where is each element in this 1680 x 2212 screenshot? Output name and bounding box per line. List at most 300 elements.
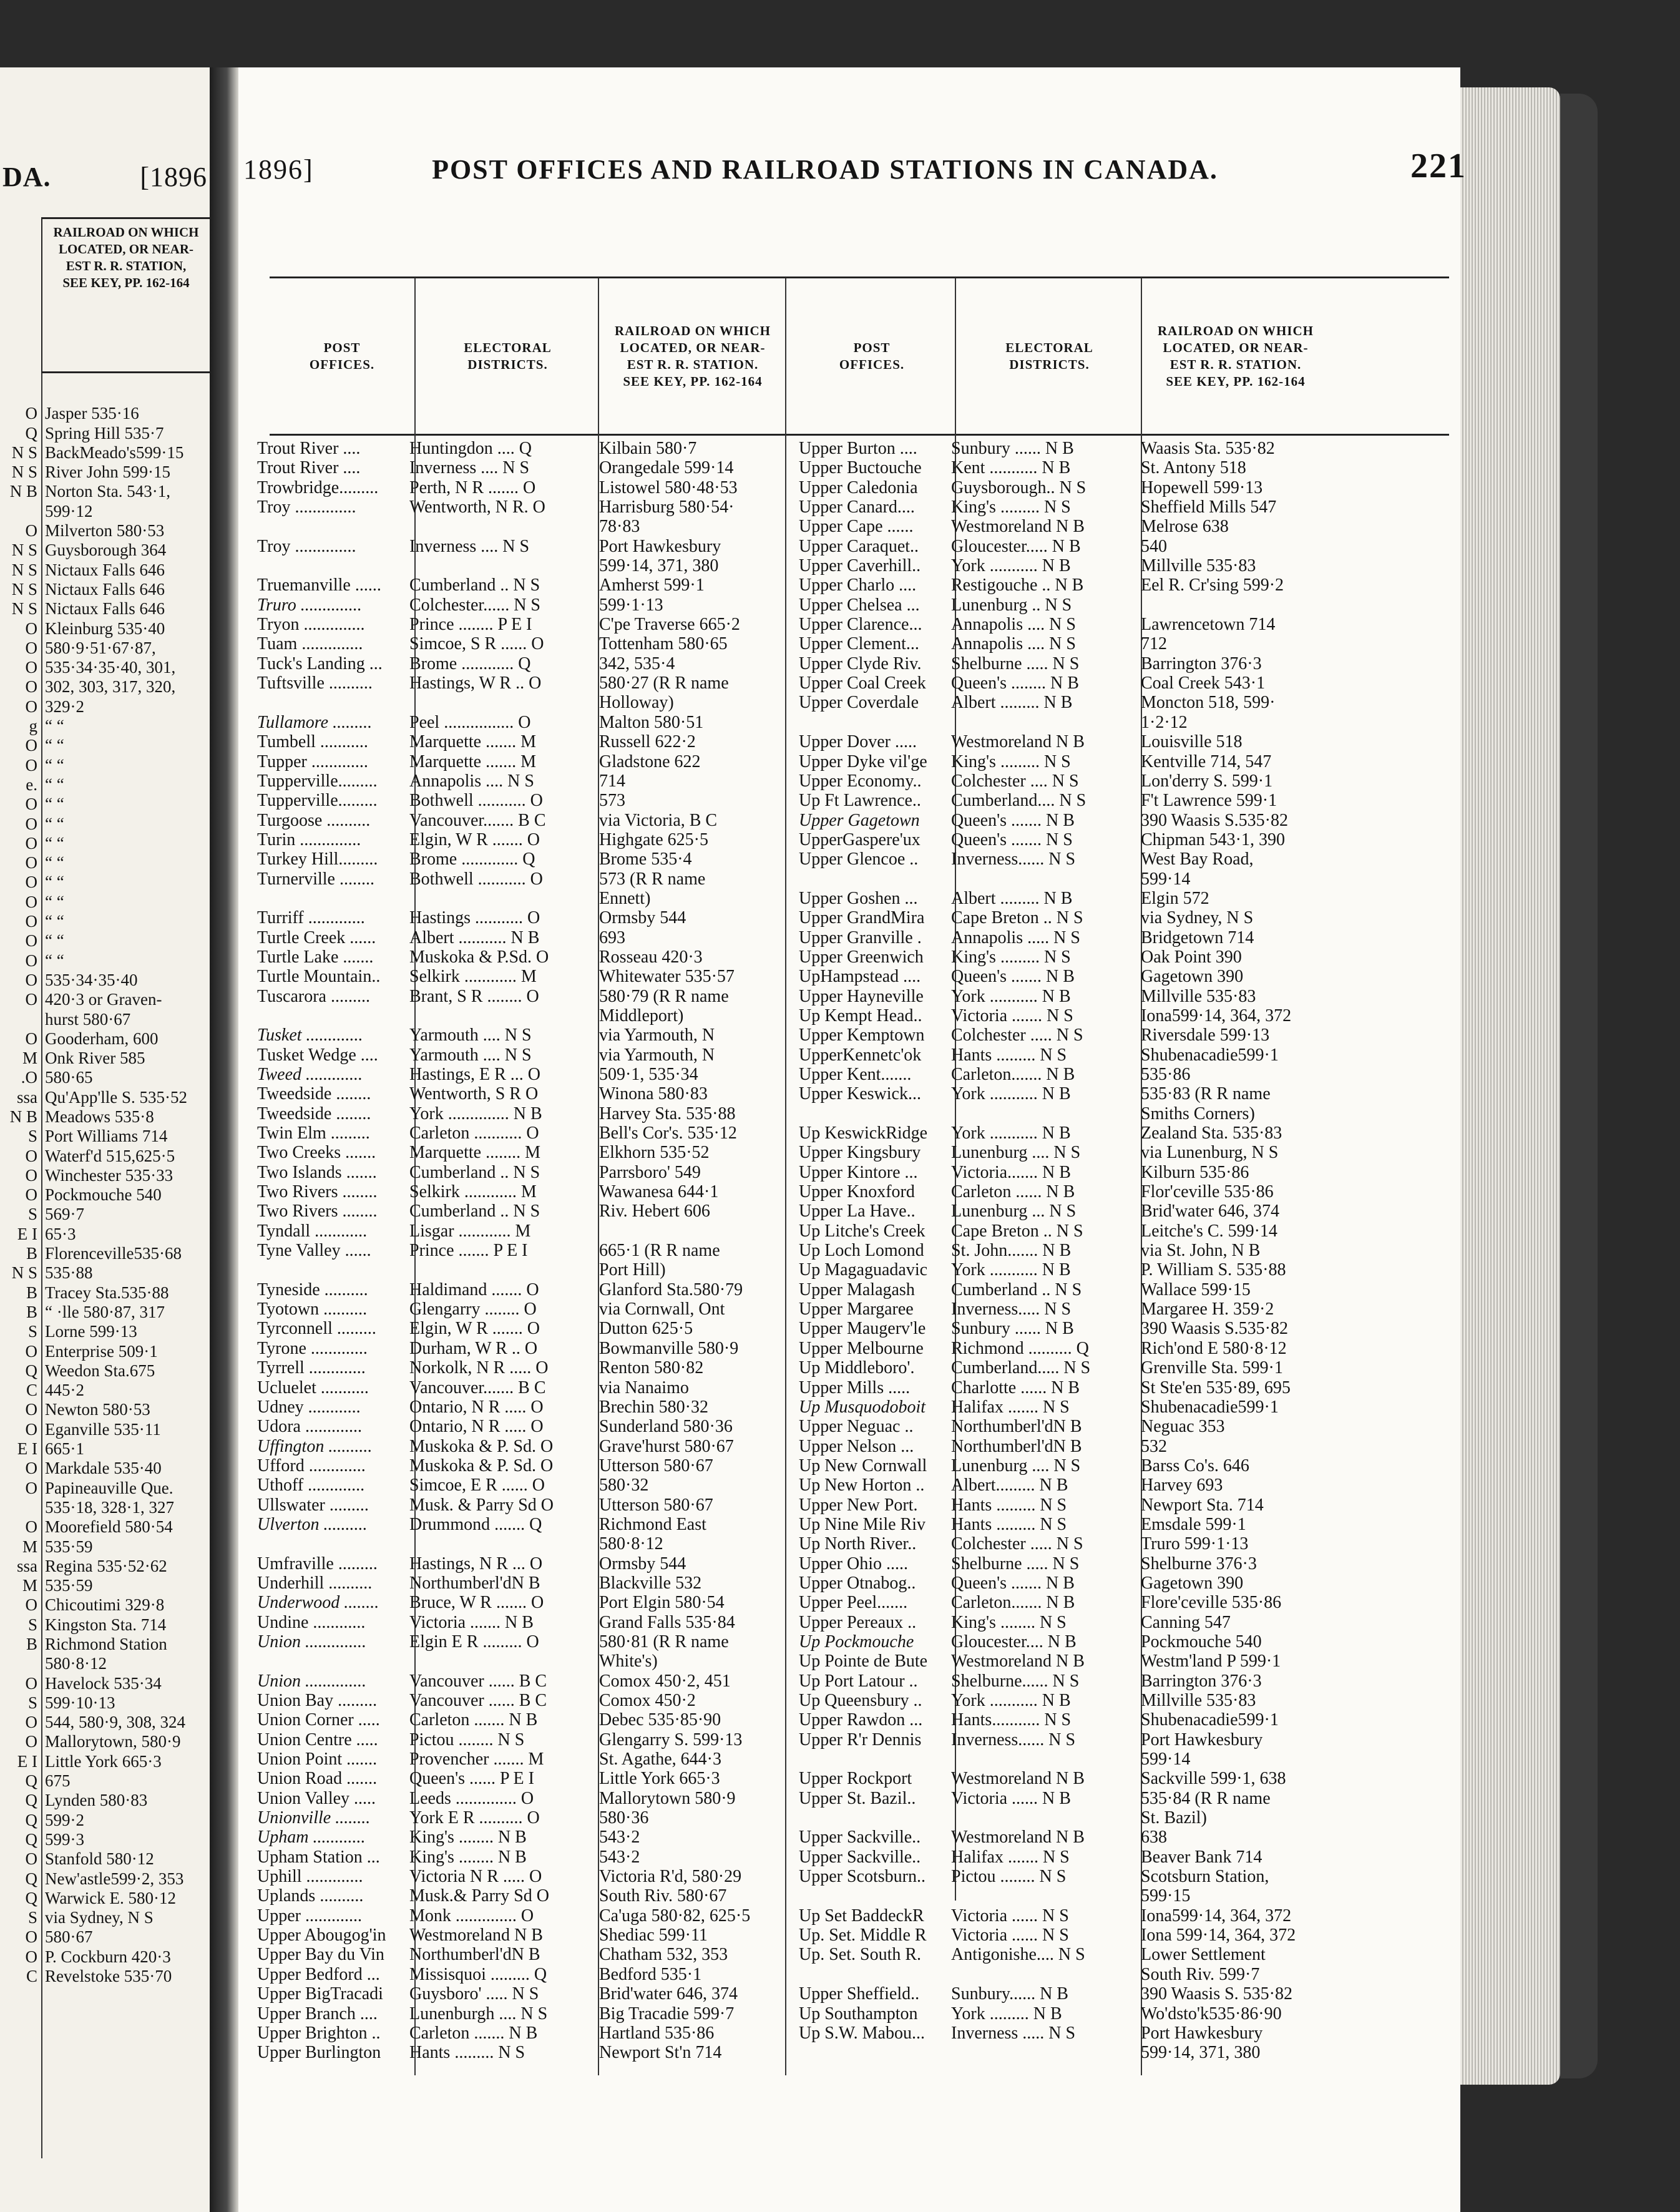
electoral-district-cell: Vancouver ...... B C — [409, 1691, 547, 1710]
left-railroad-cell: 675 — [45, 1771, 71, 1791]
table-row — [799, 1143, 1448, 1162]
left-electoral-fragment: M — [22, 1576, 37, 1595]
left-page-row — [0, 756, 210, 775]
table-row — [799, 811, 1448, 830]
left-electoral-fragment: B — [26, 1635, 37, 1653]
table-row — [799, 1260, 1448, 1280]
railroad-station-cell: 693 — [599, 927, 625, 947]
electoral-district-cell: Kent ........... N B — [951, 458, 1071, 478]
railroad-station-cell: 78·83 — [599, 517, 640, 537]
post-office-cell: Tyne Valley ...... — [257, 1241, 371, 1261]
table-row — [799, 517, 1448, 536]
electoral-district-cell: Colchester ..... N S — [951, 1534, 1083, 1554]
left-page-row — [0, 1342, 210, 1361]
electoral-district-cell: Cumberland .. N S — [409, 575, 540, 595]
left-railroad-cell: “ “ — [45, 833, 64, 853]
table-row — [799, 1593, 1448, 1612]
table-row — [257, 1045, 788, 1065]
railroad-station-cell: Gladstone 622 — [599, 751, 701, 771]
post-office-cell: Upper Charlo .... — [799, 575, 917, 595]
railroad-station-cell: Iona 599·14, 364, 372 — [1141, 1926, 1296, 1945]
table-row — [799, 1671, 1448, 1691]
railroad-station-cell: 342, 535·4 — [599, 653, 675, 673]
railroad-station-cell: Sackville 599·1, 638 — [1141, 1769, 1286, 1789]
left-head-year: [1896 — [140, 162, 207, 192]
table-row — [799, 556, 1448, 575]
railroad-station-cell: via Yarmouth, N — [599, 1025, 715, 1045]
electoral-district-cell: Guysborough.. N S — [951, 477, 1087, 497]
electoral-district-cell: Bruce, W R ....... O — [409, 1593, 544, 1613]
post-office-cell: Ullswater ......... — [257, 1495, 369, 1515]
electoral-district-cell: Richmond .......... Q — [951, 1338, 1089, 1358]
post-office-cell: Upper Rockport — [799, 1769, 912, 1789]
electoral-district-cell: Queen's ....... N B — [951, 1573, 1075, 1593]
post-office-cell: Union Corner ..... — [257, 1710, 380, 1730]
table-row — [257, 1123, 788, 1143]
railroad-station-cell: Parrsboro' 549 — [599, 1162, 701, 1182]
post-office-cell: Up Magaguadavic — [799, 1260, 928, 1280]
electoral-district-cell: Inverness...... N S — [951, 849, 1076, 869]
left-page-row — [0, 873, 210, 892]
electoral-district-cell: Hants........... N S — [951, 1710, 1072, 1730]
electoral-district-cell: Vancouver....... B C — [409, 810, 546, 830]
post-office-cell: UpHampstead .... — [799, 967, 921, 987]
railroad-station-cell: 535·84 (R R name — [1141, 1788, 1271, 1808]
railroad-station-cell: 540 — [1141, 536, 1167, 556]
railroad-station-cell: Shubenacadie599·1 — [1141, 1710, 1279, 1730]
electoral-district-cell: Hastings ........... O — [409, 908, 540, 928]
table-row — [799, 1319, 1448, 1338]
electoral-district-cell: Colchester ..... N S — [951, 1025, 1083, 1045]
left-electoral-fragment: Q — [25, 1829, 37, 1849]
table-row — [257, 478, 788, 497]
electoral-district-cell: Queen's ....... N B — [951, 967, 1075, 987]
left-page-row — [0, 697, 210, 717]
railroad-station-cell: 580·27 (R R name — [599, 673, 729, 693]
header-line: ELECTORAL — [464, 340, 552, 355]
railroad-station-cell: 535·83 (R R name — [1141, 1084, 1271, 1104]
electoral-district-cell: Gloucester.... N B — [951, 1632, 1077, 1652]
left-page-row — [0, 1185, 210, 1205]
railroad-station-cell: 1·2·12 — [1141, 712, 1188, 732]
table-row — [257, 1104, 788, 1123]
table-row — [799, 849, 1448, 869]
railroad-station-cell: Victoria R'd, 580·29 — [599, 1867, 742, 1887]
post-office-cell: Up Litche's Creek — [799, 1221, 925, 1241]
post-office-cell: Upper Cape ...... — [799, 517, 914, 537]
header-line: RAILROAD ON WHICH — [53, 225, 199, 240]
post-office-cell: Up Southampton — [799, 2004, 918, 2024]
left-electoral-fragment: O — [25, 638, 37, 657]
left-electoral-fragment: N S — [11, 462, 37, 482]
table-row — [257, 1984, 788, 2004]
electoral-district-cell: Hants ......... N S — [951, 1514, 1067, 1534]
left-electoral-fragment: E I — [17, 1439, 37, 1459]
left-page-row — [0, 1713, 210, 1732]
railroad-station-cell: Truro 599·1·13 — [1141, 1534, 1249, 1554]
left-electoral-fragment: O — [25, 1400, 37, 1419]
left-railroad-cell: “ “ — [45, 873, 64, 892]
post-office-cell: Turnerville ........ — [257, 869, 374, 889]
railroad-station-cell: via Cornwall, Ont — [599, 1299, 725, 1319]
railroad-station-cell: Port Hill) — [599, 1260, 666, 1280]
post-office-cell: Two Rivers ........ — [257, 1182, 378, 1202]
left-railroad-cell: Jasper 535·16 — [45, 404, 139, 423]
header-line: POST — [853, 340, 891, 355]
left-railroad-cell: 599·10·13 — [45, 1693, 115, 1712]
railroad-station-cell: 599·15 — [1141, 1886, 1191, 1906]
post-office-cell: Uffington .......... — [257, 1436, 373, 1456]
railroad-station-cell: Dutton 625·5 — [599, 1319, 693, 1339]
left-railroad-cell: 599·3 — [45, 1829, 84, 1849]
table-row — [257, 2043, 788, 2062]
colhead-text — [464, 340, 552, 373]
left-electoral-fragment: N S — [11, 599, 37, 619]
table-row — [257, 1280, 788, 1299]
electoral-district-cell: Elgin, W R ....... O — [409, 1319, 540, 1339]
railroad-station-cell: Glengarry S. 599·13 — [599, 1730, 743, 1750]
table-row — [799, 654, 1448, 673]
table-row — [799, 1652, 1448, 1671]
railroad-station-cell: C'pe Traverse 665·2 — [599, 615, 740, 635]
left-electoral-fragment: O — [25, 1595, 37, 1615]
post-office-cell: Up Pockmouche — [799, 1632, 914, 1652]
railroad-station-cell: Winona 580·83 — [599, 1084, 708, 1104]
left-page-row — [0, 893, 210, 912]
left-railroad-cell: 580·9·51·67·87, — [45, 638, 156, 657]
electoral-district-cell: Carleton ....... N B — [409, 2023, 538, 2043]
table-row — [257, 1456, 788, 1475]
left-railroad-cell: 580·67 — [45, 1927, 93, 1947]
left-electoral-fragment: Q — [25, 1810, 37, 1829]
railroad-station-cell: Debec 535·85·90 — [599, 1710, 721, 1730]
table-row — [257, 1828, 788, 1847]
post-office-cell: Upper BigTracadi — [257, 1984, 383, 2004]
electoral-district-cell: Ontario, N R ..... O — [409, 1397, 544, 1417]
post-office-cell: Ufford ............. — [257, 1456, 366, 1475]
electoral-district-cell: Vancouver....... B C — [409, 1378, 546, 1397]
table-row — [257, 556, 788, 575]
left-page-row — [0, 1947, 210, 1967]
electoral-district-cell: Muskoka & P. Sd. O — [409, 1436, 554, 1456]
post-office-cell: Upper Peel....... — [799, 1593, 908, 1613]
left-page-row — [0, 775, 210, 795]
electoral-district-cell: Marquette ........ M — [409, 1143, 540, 1163]
railroad-station-cell: Lon'derry S. 599·1 — [1141, 771, 1273, 791]
railroad-station-cell: Wo'dsto'k535·86·90 — [1141, 2004, 1282, 2024]
electoral-district-cell: York E R .......... O — [409, 1808, 540, 1828]
left-electoral-fragment: C — [26, 1967, 37, 1986]
electoral-district-cell: King's ........ N B — [409, 1828, 527, 1847]
table-row — [257, 654, 788, 673]
left-electoral-fragment: O — [25, 931, 37, 951]
left-electoral-fragment: S — [27, 1908, 37, 1927]
post-office-cell: Upper Sheffield.. — [799, 1984, 920, 2004]
left-electoral-fragment: N S — [11, 560, 37, 579]
colhead-electoral-2 — [957, 281, 1141, 431]
post-office-cell: Ucluelet ........... — [257, 1378, 369, 1397]
table-row — [799, 1515, 1448, 1534]
electoral-district-cell: Haldimand ....... O — [409, 1280, 539, 1299]
left-railroad-cell: “ “ — [45, 892, 64, 911]
post-office-cell: Underwood ........ — [257, 1593, 379, 1613]
left-page-row — [0, 1849, 210, 1869]
left-railroad-cell: hurst 580·67 — [45, 1009, 131, 1029]
left-railroad-cell: Tracey Sta.535·88 — [45, 1283, 169, 1302]
post-office-cell: Upper ............. — [257, 1906, 362, 1926]
left-railroad-cell: Spring Hill 535·7 — [45, 423, 164, 443]
left-running-head — [0, 161, 210, 198]
header-line: LOCATED, OR NEAR- — [620, 340, 766, 355]
left-page-row — [0, 1400, 210, 1419]
left-electoral-fragment: M — [22, 1537, 37, 1556]
railroad-station-cell: Emsdale 599·1 — [1141, 1514, 1246, 1534]
electoral-district-cell: Hants ......... N S — [951, 1045, 1067, 1065]
left-railroad-cell: Stanfold 580·12 — [45, 1849, 154, 1869]
left-page-row — [0, 1166, 210, 1185]
railroad-station-cell: Ennett) — [599, 888, 651, 908]
left-electoral-fragment: O — [25, 755, 37, 775]
left-electoral-fragment: Q — [25, 1869, 37, 1888]
table-row — [799, 1965, 1448, 1984]
electoral-district-cell: Selkirk ............ M — [409, 1182, 537, 1202]
post-office-cell: Turtle Mountain.. — [257, 967, 381, 987]
electoral-district-cell: Wentworth, N R. O — [409, 497, 545, 517]
left-page-row — [0, 1615, 210, 1635]
left-railroad-cell: Richmond Station — [45, 1635, 167, 1653]
electoral-district-cell: Annapolis .... N S — [951, 615, 1076, 635]
left-railroad-cell: 535·18, 328·1, 327 — [45, 1497, 174, 1517]
railroad-station-cell: Amherst 599·1 — [599, 575, 705, 595]
electoral-district-cell: Halifax ....... N S — [951, 1397, 1070, 1417]
left-railroad-cell: “ “ — [45, 795, 64, 814]
railroad-station-cell: 599·1·13 — [599, 595, 663, 615]
electoral-district-cell: Hastings, E R ... O — [409, 1065, 540, 1084]
left-railroad-cell: 580·8·12 — [45, 1654, 107, 1673]
left-railroad-cell: Newton 580·53 — [45, 1400, 150, 1419]
left-electoral-fragment: ssa — [17, 1087, 37, 1107]
left-electoral-fragment: O — [25, 677, 37, 697]
left-electoral-fragment: E I — [17, 1751, 37, 1771]
left-half-rows — [257, 439, 788, 2063]
railroad-station-cell: Utterson 580·67 — [599, 1456, 713, 1475]
electoral-district-cell: Sunbury...... N B — [951, 1984, 1068, 2004]
table-row — [799, 439, 1448, 458]
post-office-cell: Uphill ............. — [257, 1867, 363, 1887]
post-office-cell: Turkey Hill......... — [257, 849, 378, 869]
table-row — [799, 575, 1448, 595]
table-row — [799, 752, 1448, 771]
railroad-station-cell: Iona599·14, 364, 372 — [1141, 1006, 1292, 1025]
electoral-district-cell: King's ......... N S — [951, 497, 1071, 517]
electoral-district-cell: York ........... N B — [951, 556, 1071, 576]
post-office-cell: Upper Clarence... — [799, 615, 922, 635]
directory-table — [251, 208, 1449, 2080]
electoral-district-cell: Glengarry ........ O — [409, 1299, 537, 1319]
left-page-row — [0, 1908, 210, 1927]
post-office-cell: Tyrconnell ......... — [257, 1319, 376, 1339]
left-electoral-fragment: B — [26, 1283, 37, 1302]
post-office-cell: UpperGaspere'ux — [799, 830, 921, 849]
electoral-district-cell: Cumberland..... N S — [951, 1358, 1091, 1378]
electoral-district-cell: Cape Breton .. N S — [951, 908, 1083, 928]
left-railroad-cell: “ “ — [45, 736, 64, 755]
left-page-row — [0, 1869, 210, 1889]
table-row — [257, 1710, 788, 1730]
left-electoral-fragment: O — [25, 795, 37, 814]
left-page-row — [0, 912, 210, 931]
railroad-station-cell: Moncton 518, 599· — [1141, 693, 1276, 713]
electoral-district-cell: Musk. & Parry Sd O — [409, 1495, 554, 1515]
left-railroad-cell: 420·3 or Graven- — [45, 990, 162, 1009]
colhead-electoral-1 — [416, 281, 600, 431]
left-electoral-fragment: Q — [25, 1361, 37, 1380]
left-railroad-cell: Moorefield 580·54 — [45, 1517, 173, 1537]
electoral-district-cell: York ........... N B — [951, 1260, 1071, 1280]
post-office-cell: Up North River.. — [799, 1534, 917, 1554]
post-office-cell: Upper Dover ..... — [799, 732, 917, 752]
table-row — [257, 1143, 788, 1162]
post-office-cell: Up Pointe de Bute — [799, 1652, 928, 1671]
post-office-cell: Upper Kingsbury — [799, 1143, 921, 1163]
railroad-station-cell: 390 Waasis S. 535·82 — [1141, 1984, 1293, 2004]
left-head-abbrev: DA. — [2, 162, 51, 192]
left-railroad-cell: River John 599·15 — [45, 462, 170, 482]
electoral-district-cell: Antigonishe.... N S — [951, 1945, 1085, 1965]
left-railroad-cell: Eganville 535·11 — [45, 1419, 161, 1439]
post-office-cell: Upper Otnabog.. — [799, 1573, 916, 1593]
railroad-station-cell: Shubenacadie599·1 — [1141, 1045, 1279, 1065]
railroad-station-cell: Russell 622·2 — [599, 732, 696, 752]
table-row — [799, 1163, 1448, 1182]
table-row — [257, 928, 788, 947]
table-row — [799, 1084, 1448, 1104]
post-office-cell: Up KeswickRidge — [799, 1123, 928, 1143]
left-electoral-fragment: O — [25, 697, 37, 716]
railroad-station-cell: via Sydney, N S — [1141, 908, 1254, 928]
post-office-cell: Truemanville ...... — [257, 575, 381, 595]
left-page-row — [0, 1263, 210, 1283]
electoral-district-cell: Guysboro' ..... N S — [409, 1984, 539, 2004]
electoral-district-cell: Carleton ........... O — [409, 1123, 539, 1143]
electoral-district-cell: York ........... N B — [951, 986, 1071, 1006]
left-railroad-cell: “ “ — [45, 814, 64, 833]
left-page-row — [0, 1049, 210, 1068]
post-office-cell: Tuscarora ......... — [257, 986, 370, 1006]
post-office-cell: Upper Brighton .. — [257, 2023, 381, 2043]
left-railroad-cell: Gooderham, 600 — [45, 1029, 159, 1048]
table-row — [799, 2024, 1448, 2043]
left-railroad-cell: Onk River 585 — [45, 1049, 145, 1068]
table-row — [257, 1750, 788, 1769]
left-page-row — [0, 1967, 210, 1986]
post-office-cell: Tyndall ............ — [257, 1221, 368, 1241]
left-railroad-cell: Markdale 535·40 — [45, 1459, 162, 1478]
post-office-cell: Up. Set. Middle R — [799, 1926, 927, 1945]
railroad-station-cell: St. Bazil) — [1141, 1808, 1207, 1828]
railroad-station-cell: Listowel 580·48·53 — [599, 477, 738, 497]
left-railroad-cell: Weedon Sta.675 — [45, 1361, 155, 1380]
electoral-district-cell: Perth, N R ....... O — [409, 477, 536, 497]
post-office-cell: Tuam .............. — [257, 634, 363, 654]
electoral-district-cell: Lisgar ............ M — [409, 1221, 531, 1241]
railroad-station-cell: South Riv. 580·67 — [599, 1886, 727, 1906]
railroad-station-cell: via Yarmouth, N — [599, 1045, 715, 1065]
left-railroad-cell: Kingston Sta. 714 — [45, 1615, 167, 1634]
table-row — [257, 1417, 788, 1436]
railroad-station-cell: Millville 535·83 — [1141, 1691, 1256, 1710]
railroad-station-cell: via Nanaimo — [599, 1378, 689, 1397]
railroad-station-cell: Oak Point 390 — [1141, 947, 1242, 967]
post-office-cell: Tumbell ........... — [257, 732, 368, 752]
table-row — [799, 1006, 1448, 1025]
railroad-station-cell: Riversdale 599·13 — [1141, 1025, 1270, 1045]
table-row — [257, 1515, 788, 1534]
table-row — [799, 458, 1448, 477]
left-electoral-fragment: N B — [9, 482, 37, 501]
railroad-station-cell: Wallace 599·15 — [1141, 1280, 1251, 1299]
left-electoral-fragment: N S — [11, 541, 37, 560]
electoral-district-cell: York ......... N B — [951, 2004, 1062, 2024]
post-office-cell: Upper Gagetown — [799, 810, 920, 830]
post-office-cell: Upper Economy.. — [799, 771, 922, 791]
left-railroad-cell: “ ·lle 580·87, 317 — [45, 1302, 165, 1321]
table-row — [257, 1808, 788, 1828]
railroad-station-cell: Utterson 580·67 — [599, 1495, 713, 1515]
left-page-rows — [0, 384, 210, 1986]
railroad-station-cell: Bowmanville 580·9 — [599, 1338, 739, 1358]
left-page-row — [0, 1283, 210, 1303]
left-electoral-fragment: B — [26, 1244, 37, 1263]
left-page-row — [0, 1010, 210, 1029]
post-office-cell: Upper Bay du Vin — [257, 1945, 384, 1965]
left-page-row — [0, 1595, 210, 1615]
left-page-row — [0, 521, 210, 541]
left-page-row — [0, 580, 210, 599]
railroad-station-cell: 580·81 (R R name — [599, 1632, 729, 1652]
post-office-cell: Upper Greenwich — [799, 947, 924, 967]
table-row — [799, 1750, 1448, 1769]
left-column-header — [41, 217, 210, 373]
page-title: POST OFFICES AND RAILROAD STATIONS IN CANADA. — [432, 154, 1218, 185]
post-office-cell: Upper Kent....... — [799, 1065, 912, 1084]
electoral-district-cell: Northumberl'dN B — [951, 1417, 1082, 1437]
post-office-cell: Upham Station ... — [257, 1847, 380, 1867]
table-row — [799, 1945, 1448, 1964]
header-line: SEE KEY, PP. 162-164 — [623, 374, 763, 389]
post-office-cell: Union Valley ..... — [257, 1788, 376, 1808]
left-electoral-fragment: O — [25, 1478, 37, 1497]
left-page-row — [0, 1225, 210, 1244]
left-page-row — [0, 1771, 210, 1791]
left-electoral-fragment: O — [25, 1029, 37, 1048]
electoral-district-cell: Elgin E R ......... O — [409, 1632, 539, 1652]
railroad-station-cell: Millville 535·83 — [1141, 556, 1256, 576]
electoral-district-cell: Hants ......... N S — [951, 1495, 1067, 1515]
post-office-cell: Unionville ........ — [257, 1808, 371, 1828]
header-line: OFFICES. — [309, 357, 375, 372]
electoral-district-cell: Victoria ...... N B — [951, 1788, 1071, 1808]
post-office-cell: Up Musquodoboit — [799, 1397, 925, 1417]
electoral-district-cell: Inverness .... N S — [409, 536, 530, 556]
electoral-district-cell: Lunenburgh .... N S — [409, 2004, 548, 2024]
electoral-district-cell: Lunenburg .. N S — [951, 595, 1072, 615]
railroad-station-cell: Chatham 532, 353 — [599, 1945, 728, 1965]
electoral-district-cell: Victoria....... N B — [951, 1162, 1071, 1182]
railroad-station-cell: 599·14, 371, 380 — [1141, 2043, 1261, 2063]
electoral-district-cell: Brome ............. Q — [409, 849, 535, 869]
post-office-cell: Uthoff ............. — [257, 1475, 365, 1495]
